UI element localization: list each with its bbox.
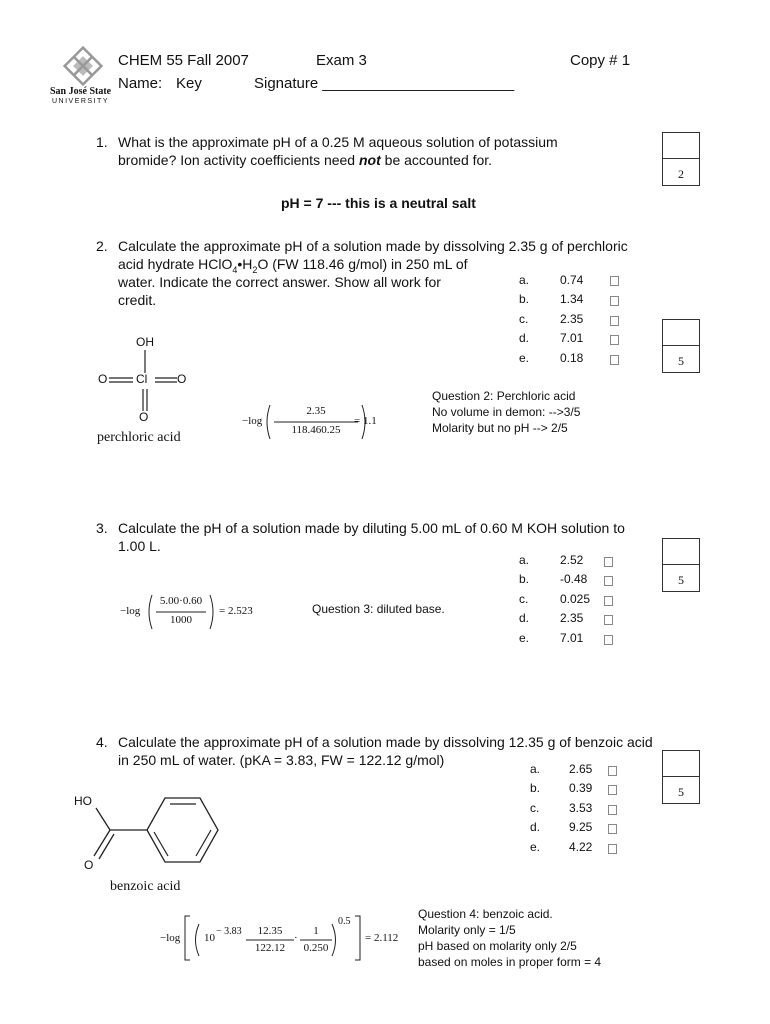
q4-option-letter: b. [530, 781, 541, 795]
formula-exponent: − 3.83 [216, 926, 242, 937]
q4-number: 4. [96, 734, 108, 750]
q2-option-checkbox[interactable] [610, 335, 619, 345]
formula-power: 0.5 [338, 916, 351, 927]
q3-formula [120, 592, 260, 632]
q1-text-line1: What is the approximate pH of a 0.25 M aqueous solution of potassium [118, 134, 558, 150]
q2-option-letter: b. [519, 292, 530, 306]
q3-option-letter: a. [519, 553, 530, 567]
name-value: Key [176, 75, 202, 92]
logo [50, 44, 116, 104]
formula-dot: · [294, 932, 298, 944]
q4-option-checkbox[interactable] [608, 766, 617, 776]
formula-denominator: 1000 [170, 614, 192, 626]
formula-denominator: 0.250 [303, 942, 329, 954]
q1-text-part: bromide? Ion activity coefficients need [118, 152, 359, 168]
atom-oh: OH [136, 335, 154, 349]
formula-denominator: 118.460.25 [291, 424, 341, 436]
q3-option-checkbox[interactable] [604, 635, 613, 645]
q2-score: 5 [678, 354, 684, 368]
q3-text-line2: 1.00 L. [118, 538, 161, 554]
q3-text-line1: Calculate the pH of a solution made by diluting 5.00 mL of 0.60 M KOH solution to [118, 520, 625, 536]
formula-result: = 1.1 [354, 415, 377, 427]
q1-score-box [662, 132, 700, 186]
q1-text-part: be accounted for. [380, 152, 493, 168]
university-seal-icon [50, 44, 116, 90]
formula-numerator: 12.35 [257, 925, 283, 937]
name-label: Name: [118, 75, 163, 92]
q4-option-value: 0.39 [569, 781, 593, 795]
q3-option-value: -0.48 [560, 572, 588, 586]
q3-option-letter: c. [519, 592, 529, 606]
q2-option-value: 0.18 [560, 351, 584, 365]
q4-score-box [662, 750, 700, 804]
benzoic-acid-structure [70, 790, 230, 900]
atom-o-right: O [177, 372, 187, 386]
q2-option-checkbox[interactable] [610, 296, 619, 306]
q3-option-letter: d. [519, 611, 530, 625]
q3-score-box [662, 538, 700, 592]
q2-text-line2 [118, 256, 468, 275]
logo-university: UNIVERSITY [52, 98, 110, 105]
bond-lines [70, 790, 230, 890]
formula-numerator: 1 [313, 925, 319, 937]
q2-option-checkbox[interactable] [610, 276, 619, 286]
structure-caption: perchloric acid [97, 430, 181, 445]
q4-option-value: 3.53 [569, 801, 593, 815]
q3-option-checkbox[interactable] [604, 576, 613, 586]
q2-option-letter: c. [519, 312, 529, 326]
perchloric-acid-structure [85, 335, 200, 450]
q3-number: 3. [96, 520, 108, 536]
q2-note: Molarity but no pH --> 2/5 [432, 421, 568, 435]
q1-number: 1. [96, 134, 108, 150]
q2-number: 2. [96, 238, 108, 254]
q4-option-checkbox[interactable] [608, 824, 617, 834]
atom-cl: Cl [136, 372, 148, 386]
q4-text-line1: Calculate the approximate pH of a solution made by dissolving 12.35 g of benzoic acid [118, 734, 653, 750]
q3-option-value: 2.52 [560, 553, 584, 567]
q3-option-value: 7.01 [560, 631, 584, 645]
q2-text-part: O (FW 118.46 g/mol) in 250 mL of [257, 256, 468, 272]
q4-option-letter: c. [530, 801, 540, 815]
q3-score: 5 [678, 573, 684, 587]
formula-numerator: 5.00·0.60 [159, 595, 203, 607]
q2-text-part: •H [237, 256, 253, 272]
q4-option-value: 4.22 [569, 840, 593, 854]
q4-option-letter: d. [530, 820, 541, 834]
q4-score: 5 [678, 785, 684, 799]
q2-text-line4: credit. [118, 292, 157, 308]
q2-formula [242, 402, 382, 442]
q3-option-letter: b. [519, 572, 530, 586]
formula-numerator: 2.35 [306, 405, 326, 417]
q4-formula [160, 912, 400, 964]
q2-option-checkbox[interactable] [610, 355, 619, 365]
formula-prefix: −log [242, 415, 263, 427]
q4-text-line2: in 250 mL of water. (pKA = 3.83, FW = 122.12 g/mol) [118, 752, 445, 768]
q2-option-value: 2.35 [560, 312, 584, 326]
q2-option-checkbox[interactable] [610, 316, 619, 326]
q4-option-value: 9.25 [569, 820, 593, 834]
q2-option-value: 0.74 [560, 273, 584, 287]
q3-option-checkbox[interactable] [604, 596, 613, 606]
exam-title: Exam 3 [316, 52, 367, 69]
q2-option-value: 7.01 [560, 331, 584, 345]
q1-text-line2 [118, 152, 492, 168]
atom-o-bottom: O [139, 410, 149, 424]
copy-number: Copy # 1 [570, 52, 631, 69]
q2-sub: 4 [232, 264, 238, 275]
q3-option-value: 0.025 [560, 592, 591, 606]
atom-ho: HO [74, 794, 92, 808]
q2-sub: 2 [252, 264, 258, 275]
formula-result: = 2.112 [365, 932, 399, 944]
formula-base: 10 [204, 932, 215, 944]
q1-answer: pH = 7 --- this is a neutral salt [281, 195, 476, 211]
atom-o-left: O [98, 372, 108, 386]
structure-caption: benzoic acid [110, 879, 181, 894]
formula-prefix: −log [160, 932, 181, 944]
q4-note: pH based on molarity only 2/5 [418, 939, 577, 953]
q4-note: based on moles in proper form = 4 [418, 955, 602, 969]
q2-note: No volume in demon: -->3/5 [432, 405, 581, 419]
q2-score-box [662, 319, 700, 373]
q2-option-value: 1.34 [560, 292, 584, 306]
logo-name: San José State [50, 86, 112, 97]
q2-option-letter: d. [519, 331, 530, 345]
q3-option-value: 2.35 [560, 611, 584, 625]
course-title: CHEM 55 Fall 2007 [118, 52, 249, 69]
q3-grading-note: Question 3: diluted base. [312, 602, 445, 616]
q2-text-line1: Calculate the approximate pH of a solution made by dissolving 2.35 g of perchloric [118, 238, 628, 254]
q3-option-checkbox[interactable] [604, 615, 613, 625]
q3-option-checkbox[interactable] [604, 557, 613, 567]
q4-option-value: 2.65 [569, 762, 593, 776]
atom-o: O [84, 858, 94, 872]
q2-option-letter: e. [519, 351, 530, 365]
q2-text-part: acid hydrate HClO [118, 256, 233, 272]
q4-option-letter: e. [530, 840, 541, 854]
q1-emphasis: not [359, 152, 381, 168]
q4-option-checkbox[interactable] [608, 785, 617, 795]
q3-option-letter: e. [519, 631, 530, 645]
q4-option-checkbox[interactable] [608, 805, 617, 815]
q4-option-letter: a. [530, 762, 541, 776]
q4-note: Question 4: benzoic acid. [418, 907, 553, 921]
q4-option-checkbox[interactable] [608, 844, 617, 854]
q2-option-letter: a. [519, 273, 530, 287]
formula-prefix: −log [120, 605, 141, 617]
q2-text-line3: water. Indicate the correct answer. Show all work for [118, 274, 441, 290]
formula-denominator: 122.12 [254, 942, 286, 954]
q1-score: 2 [678, 167, 684, 181]
q4-note: Molarity only = 1/5 [418, 923, 516, 937]
q2-note: Question 2: Perchloric acid [432, 389, 576, 403]
formula-result: = 2.523 [219, 605, 253, 617]
signature-field: Signature _______________________ [254, 75, 515, 92]
